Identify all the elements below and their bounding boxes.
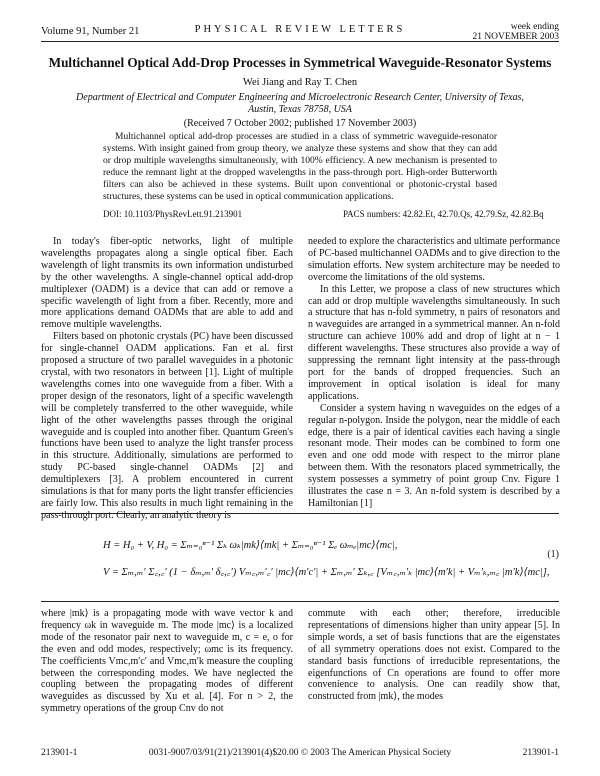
authors: Wei Jiang and Ray T. Chen bbox=[242, 77, 358, 88]
issue-date-value: 21 NOVEMBER 2003 bbox=[472, 32, 559, 42]
page-number-left: 213901-1 bbox=[41, 748, 78, 758]
volume-number: Volume 91, Number 21 bbox=[41, 26, 140, 37]
paragraph: Filters based on photonic crystals (PC) have been discussed for single-channel OADM applications. Fan et al. first proposed a structure of two parallel waveguides in a photonic crystal, with two resonators in between [1]. Light of multiple wavelengths comes into one waveguide from a fiber. With a proper design of the resonators, light of a specific wavelength will be completely transferred to the other waveguide, while light of the other wavelengths passes through the original waveguide and is coupled into another fiber. Quantum Green's functions have been used to analyze the light transfer process in this structure. Additionally, simulations are performed to study PC-based single-channel OADMs [2] and demultiplexers [3]. A problem encountered in current simulations is that for many ports the light transfer efficiencies are fairly low. This also results in much light remaining in the pass-through port. Clearly, an analytic theory is bbox=[41, 331, 293, 521]
page-number-right: 213901-1 bbox=[522, 748, 559, 758]
issue-date bbox=[472, 22, 559, 42]
equation-line-1: H = H₀ + V, H₀ = Σₘ₌₀ⁿ⁻¹ Σₖ ωₖ|mk⟩⟨mk| + Σₘ₌₀ⁿ⁻¹ Σₑ ωₘₑ|mc⟩⟨mc|, bbox=[103, 540, 398, 551]
equation-line-2: V = Σₘ,ₘ′ Σ꜀,꜀′ (1 − δₘ,ₘ′ δ꜀,꜀′) Vₘ꜀,ₘ′꜀′ |mc⟩⟨m′c′| + Σₘ,ₘ′ Σₖ,꜀ [Vₘ꜀,ₘ′ₖ |mc⟩⟨m′k| + Vₘ′ₖ,ₘ꜀ |m′k⟩⟨mc|], bbox=[103, 567, 550, 578]
affiliation bbox=[70, 92, 530, 116]
equation-number: (1) bbox=[547, 549, 559, 560]
paragraph: where |mk⟩ is a propagating mode with wave vector k and frequency ωk in waveguide m. The mode |mc⟩ is a localized mode of the resonator pair next to waveguide m, c = e, o for the even and odd modes, respectively; ωmc is its frequency. The coefficients Vmc,m′c′ and Vmc,m′k measure the coupling between the corresponding modes. We have neglected the coupling between the propagating modes of different waveguides as discussed by Xu et al. [4]. For n > 2, the symmetry operations of the group Cnv do not bbox=[41, 608, 293, 715]
paragraph: In today's fiber-optic networks, light of multiple wavelengths propagates along a single optical fiber. Each wavelength of light transmits its own information undisturbed by the other wavelengths. A single-channel optical add-drop multiplexer (OADM) is a device that can add or remove a specific wavelength of light from a fiber. Recently, more and more applications demand OADMs that are able to add and remove multiple wavelengths. bbox=[41, 236, 293, 331]
body-column-right-top bbox=[308, 236, 560, 510]
abstract: Multichannel optical add-drop processes are studied in a class of symmetric waveguide-resonator systems. With insight gained from group theory, we analyze these systems and show that they can add or drop multiple wavelengths simultaneously, with 100% efficiency. A new mechanism is presented to reduce the remnant light at the dropped wavelengths in the pass-through port. High-order Butterworth filters can also be achieved in these systems. Built upon conventional or photonic-crystal based structures, these systems can be used in optical communication applications. bbox=[103, 132, 497, 202]
doi[interactable]: DOI: 10.1103/PhysRevLett.91.213901 bbox=[103, 209, 243, 219]
journal-name: PHYSICAL REVIEW LETTERS bbox=[194, 24, 406, 35]
equation-top-rule bbox=[41, 513, 559, 514]
paragraph: In this Letter, we propose a class of new structures which can add or drop multiple wavelengths simultaneously. In such a structure that has n-fold symmetry, n pairs of resonators and n waveguides are arranged in a symmetrical manner. An n-fold structure can achieve 100% add and drop of light at n − 1 different wavelengths. These structures also provide a way of suppressing the remnant light intensity at the pass-through port for the bands of dropped frequencies. Such an improvement in optical isolation is ideal for many applications. bbox=[308, 283, 560, 402]
body-column-left-top bbox=[41, 236, 293, 522]
pacs-numbers: PACS numbers: 42.82.Et, 42.70.Qs, 42.79.Sz, 42.82.Bq bbox=[343, 209, 544, 219]
received-dates: (Received 7 October 2002; published 17 November 2003) bbox=[183, 118, 417, 129]
affiliation-line-2: Austin, Texas 78758, USA bbox=[248, 104, 352, 115]
paper-title: Multichannel Optical Add-Drop Processes in Symmetrical Waveguide-Resonator Systems bbox=[48, 55, 552, 70]
equation-bottom-rule bbox=[41, 601, 559, 602]
copyright-line: 0031-9007/03/91(21)/213901(4)$20.00 © 2003 The American Physical Society bbox=[148, 748, 452, 758]
paragraph: commute with each other; therefore, irreducible representations of dimensions higher than unity appear [5]. In simple words, a set of basis functions that are the eigenstates of all symmetry operations does not exist. Compared to the standard basis functions of irreducible representations, the eigenfunctions of Cn operations are found to offer more convenience to analysis. One can readily show that, constructed from |mk⟩, the modes bbox=[308, 608, 560, 703]
paragraph: Consider a system having n waveguides on the edges of a regular n-polygon. Inside the polygon, near the middle of each edge, there is a pair of identical cavities each having a single resonant mode. Their modes can be combined to form one even and one odd mode with respect to the mirror plane between them. With the resonators placed symmetrically, the system possesses a symmetry of point group Cnv. Figure 1 illustrates the case n = 3. An n-fold system is described by a Hamiltonian [1] bbox=[308, 402, 560, 509]
equation-1 bbox=[41, 513, 559, 603]
body-column-right-bottom bbox=[308, 608, 560, 703]
affiliation-line-1: Department of Electrical and Computer Engineering and Microelectronic Research Center, University of Texas, bbox=[76, 92, 524, 103]
header-rule bbox=[41, 41, 559, 42]
paragraph: needed to explore the characteristics and ultimate performance of PC-based multichannel OADMs and to give direction to the simulation efforts. New system architecture may be needed to overcome the limitations of the old systems. bbox=[308, 236, 560, 283]
body-column-left-bottom bbox=[41, 608, 293, 715]
week-ending-label: week ending bbox=[510, 22, 559, 32]
